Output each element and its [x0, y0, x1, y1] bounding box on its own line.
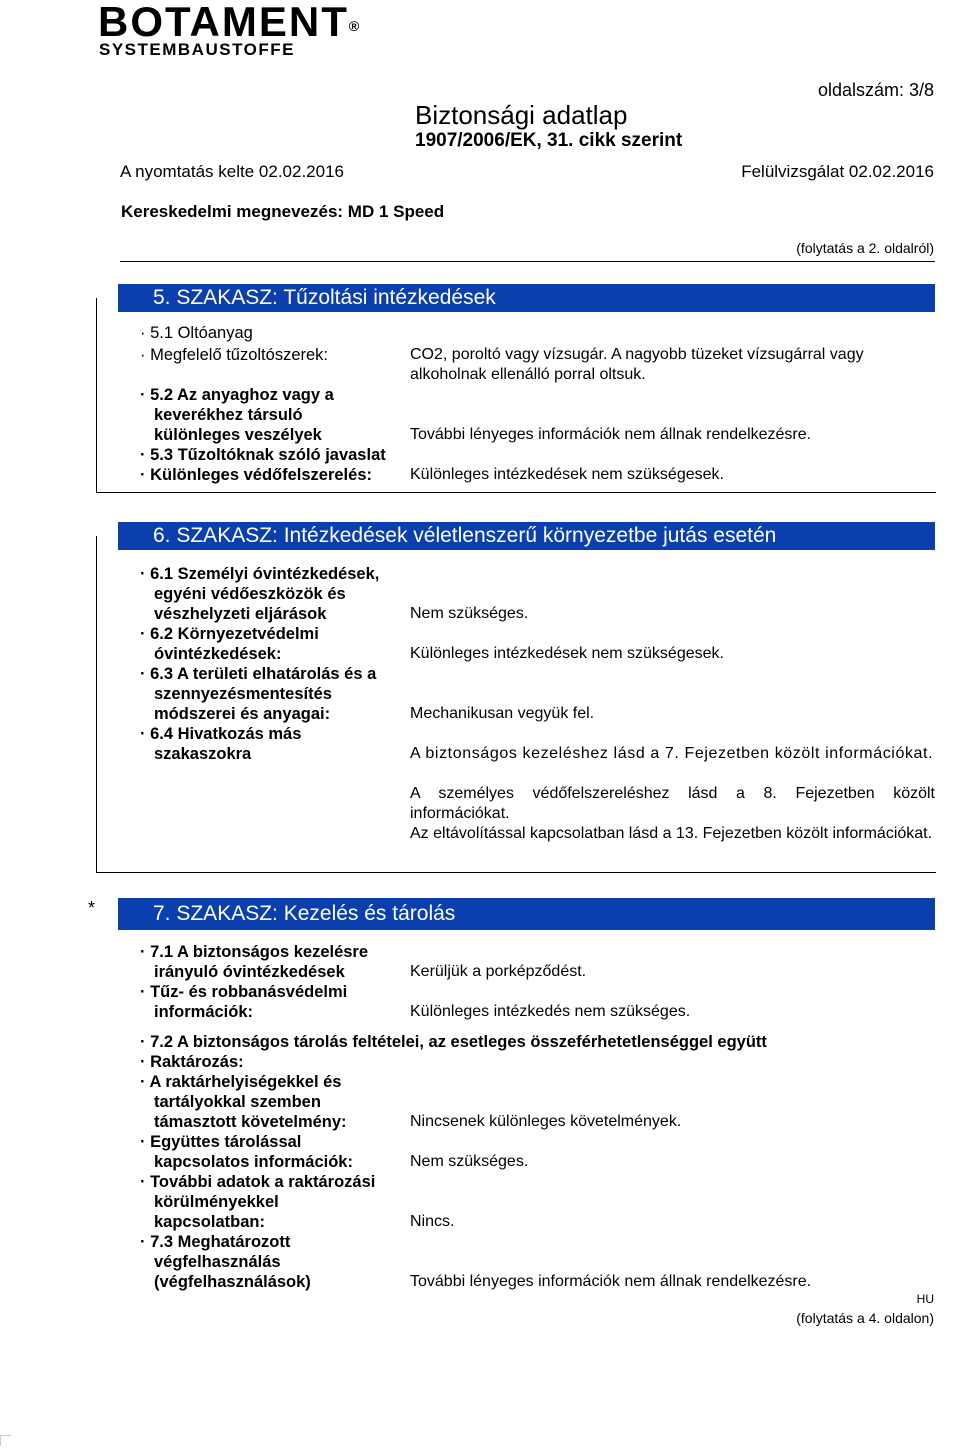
s6-row-personal-precautions-label: · 6.1 Személyi óvintézkedések, egyéni védőeszközök és vészhelyzeti eljárások	[140, 565, 380, 623]
header-divider	[120, 261, 935, 262]
section-7-header	[118, 898, 935, 930]
revision-marker: *	[88, 898, 96, 918]
s7-row-further-storage-label: · További adatok a raktározási körülményekkel kapcsolatban:	[140, 1173, 376, 1231]
s6-row-reference-value-2: A személyes védőfelszereléshez lásd a 8. Fejezetben közölt információkat.	[410, 785, 935, 822]
s7-row-fire-protection-value: Különleges intézkedés nem szükséges.	[410, 1003, 691, 1020]
s7-row-further-storage-value: Nincs.	[410, 1213, 455, 1230]
s7-row-storage: · Raktározás:	[140, 1053, 244, 1071]
brand-logo: BOTAMENT®	[98, 0, 360, 45]
page-number: oldalszám: 3/8	[817, 80, 934, 100]
s7-row-storage-conditions: · 7.2 A biztonságos tárolás feltételei, az esetleges összeférhetetlenséggel együtt	[140, 1033, 767, 1051]
s7-row-safe-handling-value: Kerüljük a porképződést.	[410, 963, 587, 980]
s6-row-containment-label: · 6.3 A területi elhatárolás és a szennyezésmentesítés módszerei és anyagai:	[140, 665, 377, 723]
continued-from-note: (folytatás a 2. oldalról)	[796, 240, 934, 256]
s6-row-environmental-precautions-label: · 6.2 Környezetvédelmi óvintézkedések:	[140, 625, 319, 663]
s6-row-reference-value-1: A biztonságos kezeléshez lásd a 7. Fejezetben közölt információkat.	[410, 745, 934, 762]
document-subtitle: 1907/2006/EK, 31. cikk szerint	[415, 130, 683, 151]
section-5-header	[118, 284, 935, 312]
s7-row-end-use-label: · 7.3 Meghatározott végfelhasználás (végfelhasználások)	[140, 1233, 311, 1291]
s6-row-reference-value-3: Az eltávolítással kapcsolatban lásd a 13. Fejezetben közölt információkat.	[410, 825, 933, 842]
brand-subtitle: SYSTEMBAUSTOFFE	[99, 40, 295, 59]
s5-row-special-hazards-value: További lényeges információk nem állnak rendelkezésre.	[410, 426, 812, 443]
print-date: A nyomtatás kelte 02.02.2016	[120, 162, 344, 181]
s6-row-reference-label: · 6.4 Hivatkozás más szakaszokra	[140, 725, 302, 763]
s7-row-joint-storage-label: · Együttes tárolással kapcsolatos információk:	[140, 1133, 353, 1171]
s7-row-end-use-value: További lényeges információk nem állnak rendelkezésre.	[410, 1273, 812, 1290]
section-7-title: 7. SZAKASZ: Kezelés és tárolás	[153, 902, 456, 925]
country-code: HU	[916, 1292, 934, 1306]
revision-date: Felülvizsgálat 02.02.2016	[741, 162, 934, 181]
document-title: Biztonsági adatlap	[415, 100, 628, 130]
section-6-title: 6. SZAKASZ: Intézkedések véletlenszerű környezetbe jutás esetén	[153, 524, 777, 547]
s6-row-environmental-precautions-value: Különleges intézkedések nem szükségesek.	[410, 645, 724, 662]
page-corner-mark	[0, 1435, 11, 1446]
s5-row-special-hazards-label: · 5.2 Az anyaghoz vagy a keverékhez társuló különleges veszélyek	[140, 386, 334, 444]
trade-name: Kereskedelmi megnevezés: MD 1 Speed	[121, 202, 445, 221]
s6-row-personal-precautions-value: Nem szükséges.	[410, 605, 529, 622]
section-5-title: 5. SZAKASZ: Tűzoltási intézkedések	[153, 286, 496, 309]
s7-row-fire-protection-label: · Tűz- és robbanásvédelmi információk:	[140, 983, 348, 1021]
s7-row-storeroom-requirements-value: Nincsenek különleges követelmények.	[410, 1113, 682, 1130]
s7-row-safe-handling-label: · 7.1 A biztonságos kezelésre irányuló óvintézkedések	[140, 943, 369, 981]
s7-row-joint-storage-value: Nem szükséges.	[410, 1153, 529, 1170]
s7-row-storeroom-requirements-label: · A raktárhelyiségekkel és tartályokkal szemben támasztott követelmény:	[140, 1073, 347, 1131]
s5-row-suitable-agents-value: CO2, poroltó vagy vízsugár. A nagyobb tüzeket vízsugárral vagy alkoholnak ellenálló porral oltsuk.	[410, 346, 864, 383]
s5-row-protective-equipment-label: · Különleges védőfelszerelés:	[140, 466, 372, 484]
s5-row-extinguishing-media: · 5.1 Oltóanyag	[140, 324, 253, 342]
s6-row-containment-value: Mechanikusan vegyük fel.	[410, 705, 595, 722]
continued-to-note: (folytatás a 4. oldalon)	[796, 1310, 934, 1326]
section-6-header	[118, 522, 935, 550]
s5-row-protective-equipment-value: Különleges intézkedések nem szükségesek.	[410, 466, 724, 483]
s5-row-suitable-agents-label: · Megfelelő tűzoltószerek:	[140, 346, 329, 364]
s5-row-firefighter-advice: · 5.3 Tűzoltóknak szóló javaslat	[140, 446, 386, 464]
